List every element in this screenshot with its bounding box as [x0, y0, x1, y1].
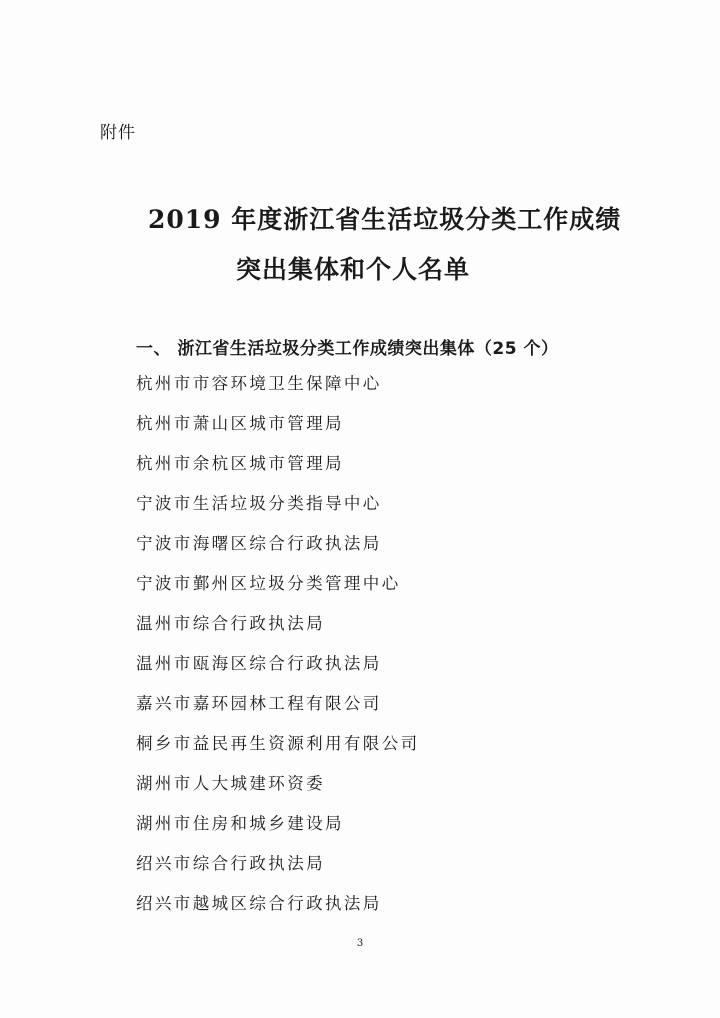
- list-item: 杭州市余杭区城市管理局: [136, 454, 344, 473]
- list-item: 温州市综合行政执法局: [136, 614, 325, 633]
- list-item: 杭州市萧山区城市管理局: [136, 414, 344, 433]
- collective-list: [136, 372, 420, 932]
- document-title-line-1: 2019 年度浙江省生活垃圾分类工作成绩: [148, 205, 622, 234]
- list-item: 桐乡市益民再生资源利用有限公司: [136, 734, 420, 753]
- list-item: 杭州市市容环境卫生保障中心: [136, 374, 382, 393]
- page-number: 3: [356, 938, 364, 949]
- document-title-line-2: 突出集体和个人名单: [236, 255, 471, 284]
- list-item: 湖州市住房和城乡建设局: [136, 814, 344, 833]
- list-item: 绍兴市越城区综合行政执法局: [136, 894, 382, 913]
- attachment-label: 附件: [100, 123, 136, 143]
- list-item: 湖州市人大城建环资委: [136, 774, 325, 793]
- list-item: 宁波市鄞州区垃圾分类管理中心: [136, 574, 401, 593]
- list-item: 温州市瓯海区综合行政执法局: [136, 654, 382, 673]
- list-item: 嘉兴市嘉环园林工程有限公司: [136, 694, 382, 713]
- list-item: 宁波市生活垃圾分类指导中心: [136, 494, 382, 513]
- section-heading: 一、 浙江省生活垃圾分类工作成绩突出集体（25 个）: [136, 339, 559, 359]
- list-item: 绍兴市综合行政执法局: [136, 854, 325, 873]
- list-item: 宁波市海曙区综合行政执法局: [136, 534, 382, 553]
